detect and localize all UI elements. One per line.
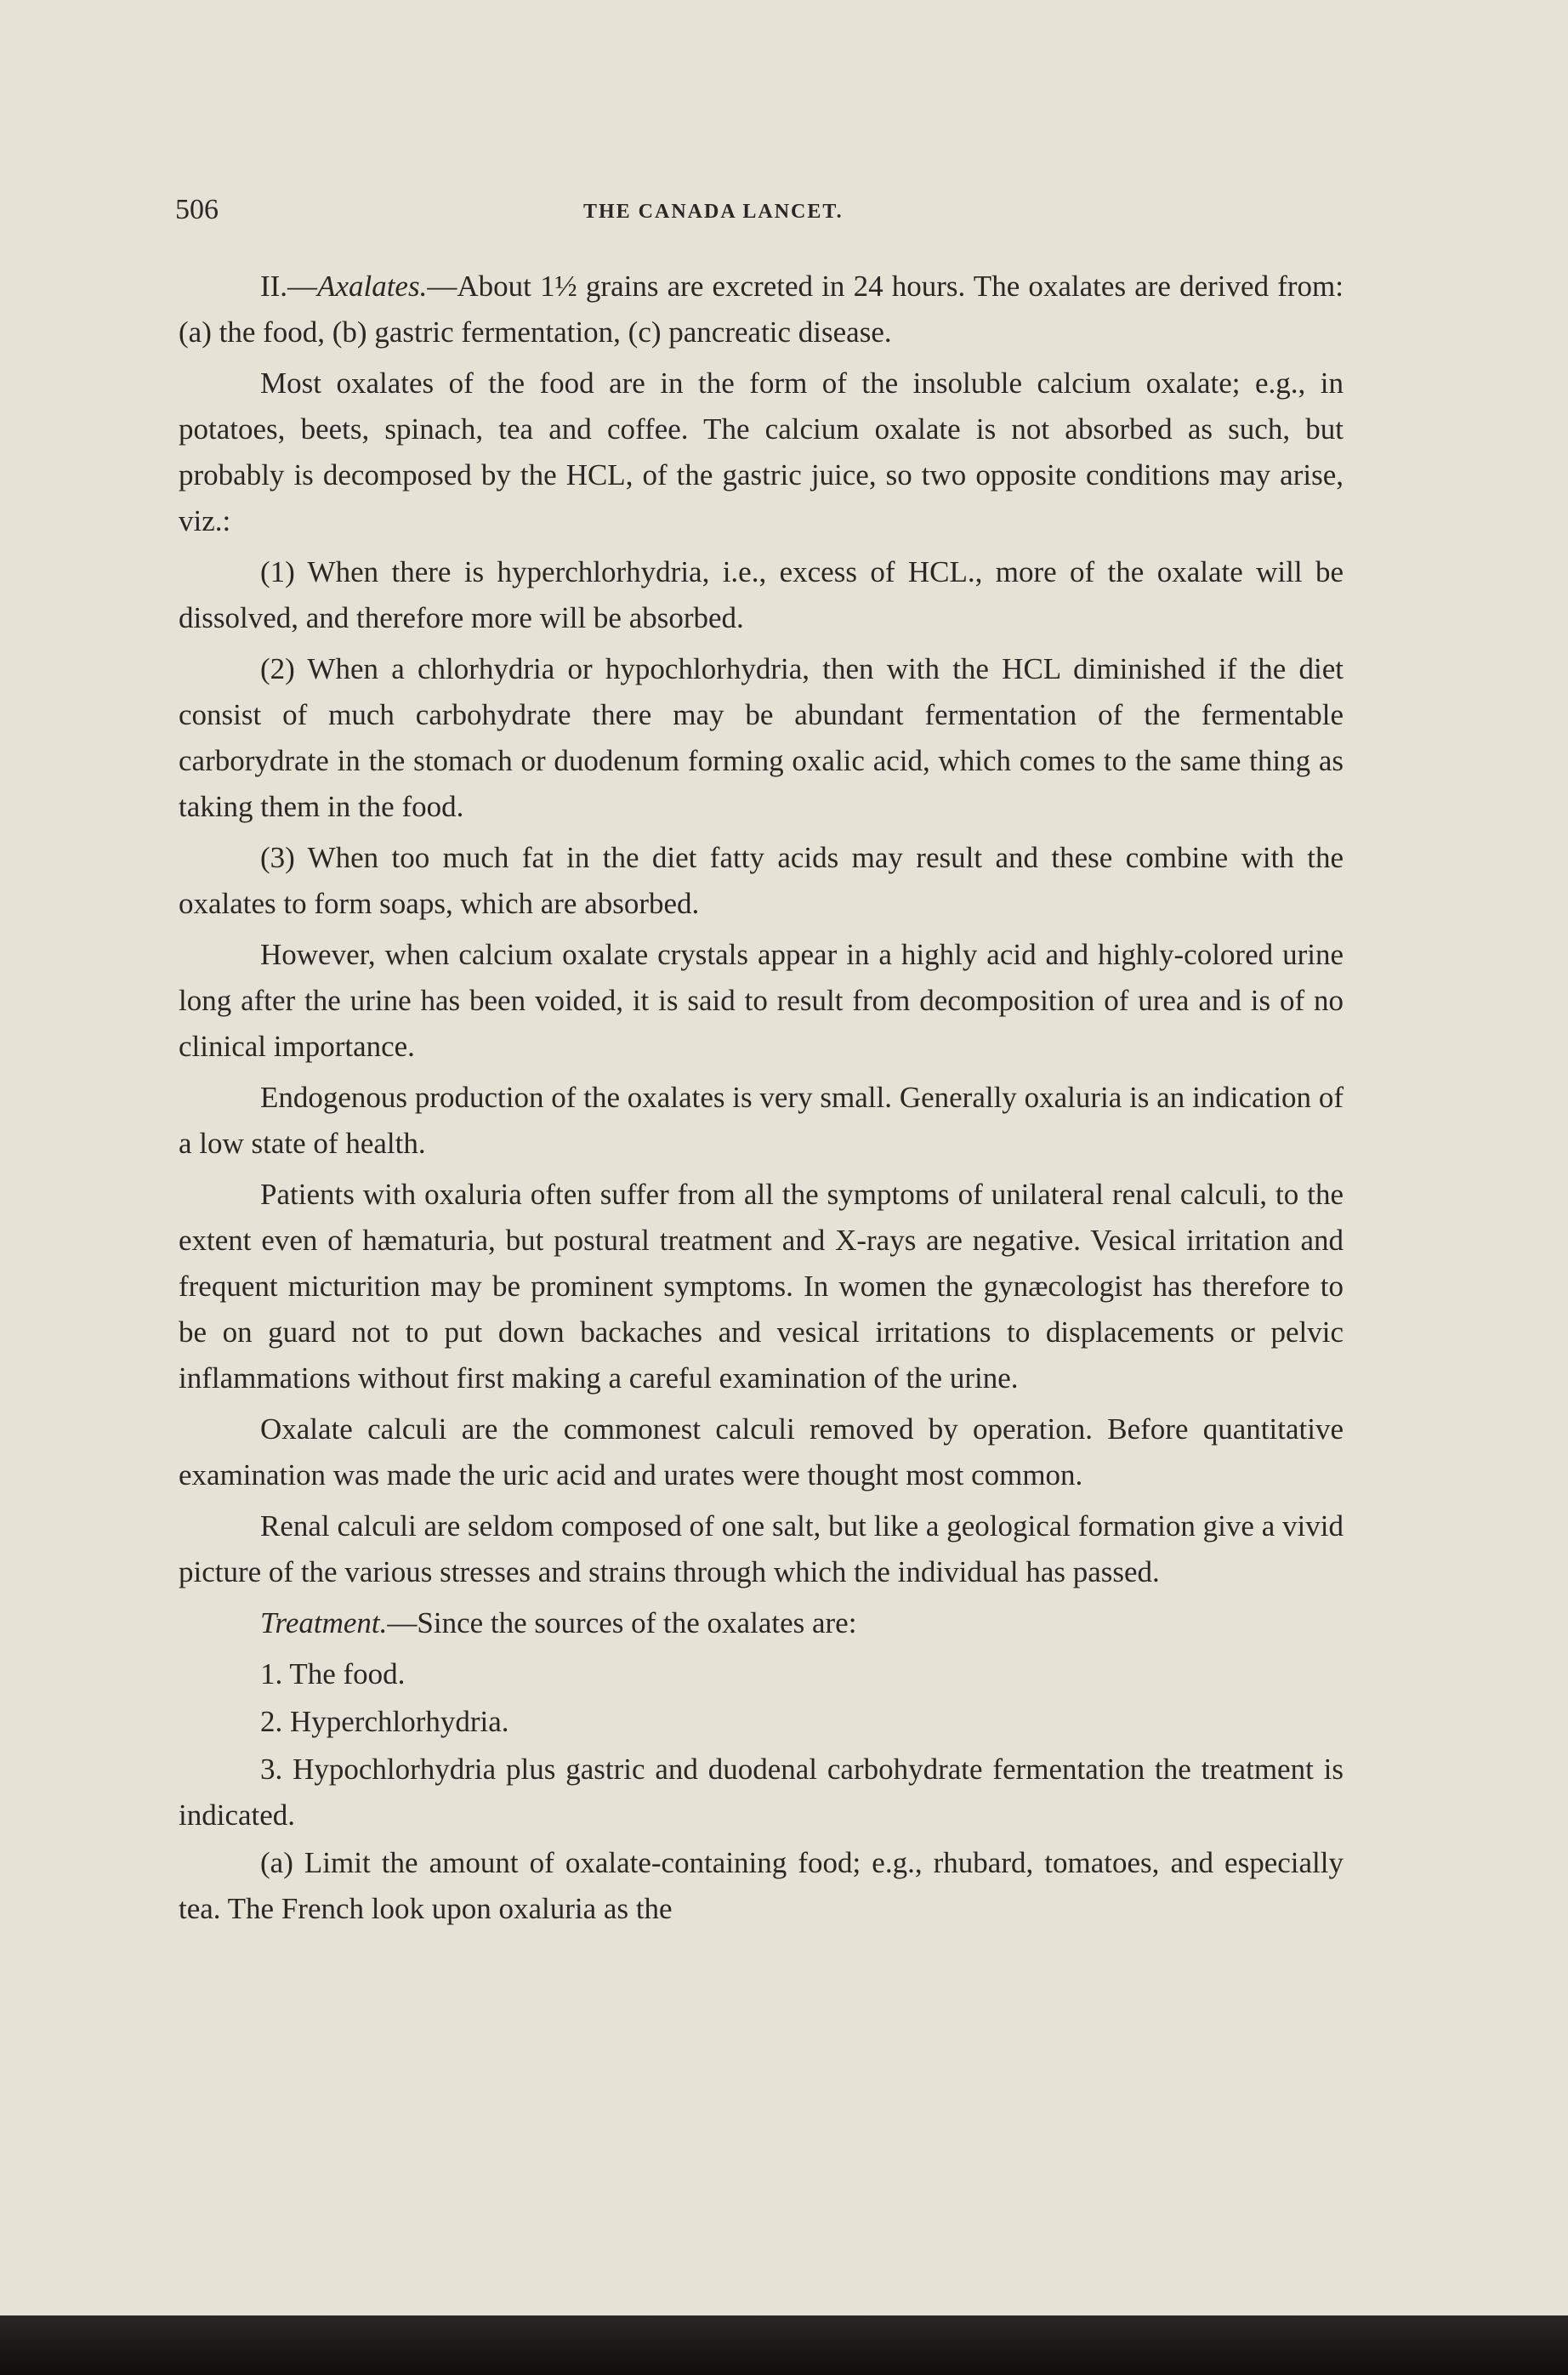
paragraph: (1) When there is hyperchlorhydria, i.e., excess of HCL., more of the oxalate will be dissolved, and therefore more will be absorbed. [179, 555, 1344, 634]
paragraph: (a) Limit the amount of oxalate-containing food; e.g., rhubard, tomatoes, and especially tea. The French look upon oxaluria as the [179, 1846, 1344, 1925]
paragraph: Endogenous production of the oxalates is very small. Generally oxaluria is an indication of a low state of health. [179, 1081, 1344, 1160]
section-title: Axalates. [317, 270, 428, 303]
paragraph: (3) When too much fat in the diet fatty acids may result and these combine with the oxalates to form soaps, which are absorbed. [179, 841, 1344, 920]
page-header [175, 194, 1366, 245]
paragraph: (2) When a chlorhydria or hypochlorhydria, then with the HCL diminished if the diet consist of much carbohydrate there may be abundant fermentation of the fermentable carborydrate in the stomach or duodenum forming oxalic acid, which comes to the same thing as taking them in the food. [179, 652, 1344, 823]
paragraph: Oxalate calculi are the commonest calculi removed by operation. Before quantitative examination was made the uric acid and urates were thought most common. [179, 1412, 1344, 1491]
section-number: II.— [260, 270, 318, 303]
list-item: 2. Hyperchlorhydria. [260, 1705, 509, 1738]
paragraph: Most oxalates of the food are in the form of the insoluble calcium oxalate; e.g., in potatoes, beets, spinach, tea and coffee. The calcium oxalate is not absorbed as such, but probably is decomposed by the HCL, of the gastric juice, so two opposite conditions may arise, viz.: [179, 366, 1344, 537]
paragraph: Renal calculi are seldom composed of one salt, but like a geological formation give a vivid picture of the various stresses and strains through which the individual has passed. [179, 1509, 1344, 1588]
section-intro-paragraph [179, 264, 1344, 355]
running-head: THE CANADA LANCET. [583, 201, 844, 223]
section-intro-text: —About 1½ grains are excreted in 24 hours. The oxalates are derived from: (a) the food, (b) gastric fermentation, (c) pancreatic disease. [179, 270, 1344, 349]
list-item: 1. The food. [260, 1657, 406, 1690]
list-item: 3. Hypochlorhydria plus gastric and duodenal carbohydrate fermentation the treatment is indicated. [179, 1753, 1344, 1832]
body-text [179, 264, 1344, 1937]
treatment-intro: —Since the sources of the oxalates are: [387, 1606, 857, 1639]
paragraph: However, when calcium oxalate crystals appear in a highly acid and highly-colored urine long after the urine has been voided, it is said to result from decomposition of urea and is of no clinical importance. [179, 938, 1344, 1063]
paragraph: Patients with oxaluria often suffer from all the symptoms of unilateral renal calculi, to the extent even of hæmaturia, but postural treatment and X-rays are negative. Vesical irritation and frequent micturition may be prominent symptoms. In women the gynæcologist has therefore to be on guard not to put down backaches and vesical irritations to displacements or pelvic inflammations without first making a careful examination of the urine. [179, 1178, 1344, 1395]
treatment-paragraph [179, 1600, 1344, 1646]
treatment-title: Treatment. [260, 1606, 388, 1639]
page-bottom-edge [0, 2315, 1568, 2375]
page-number: 506 [175, 194, 219, 225]
